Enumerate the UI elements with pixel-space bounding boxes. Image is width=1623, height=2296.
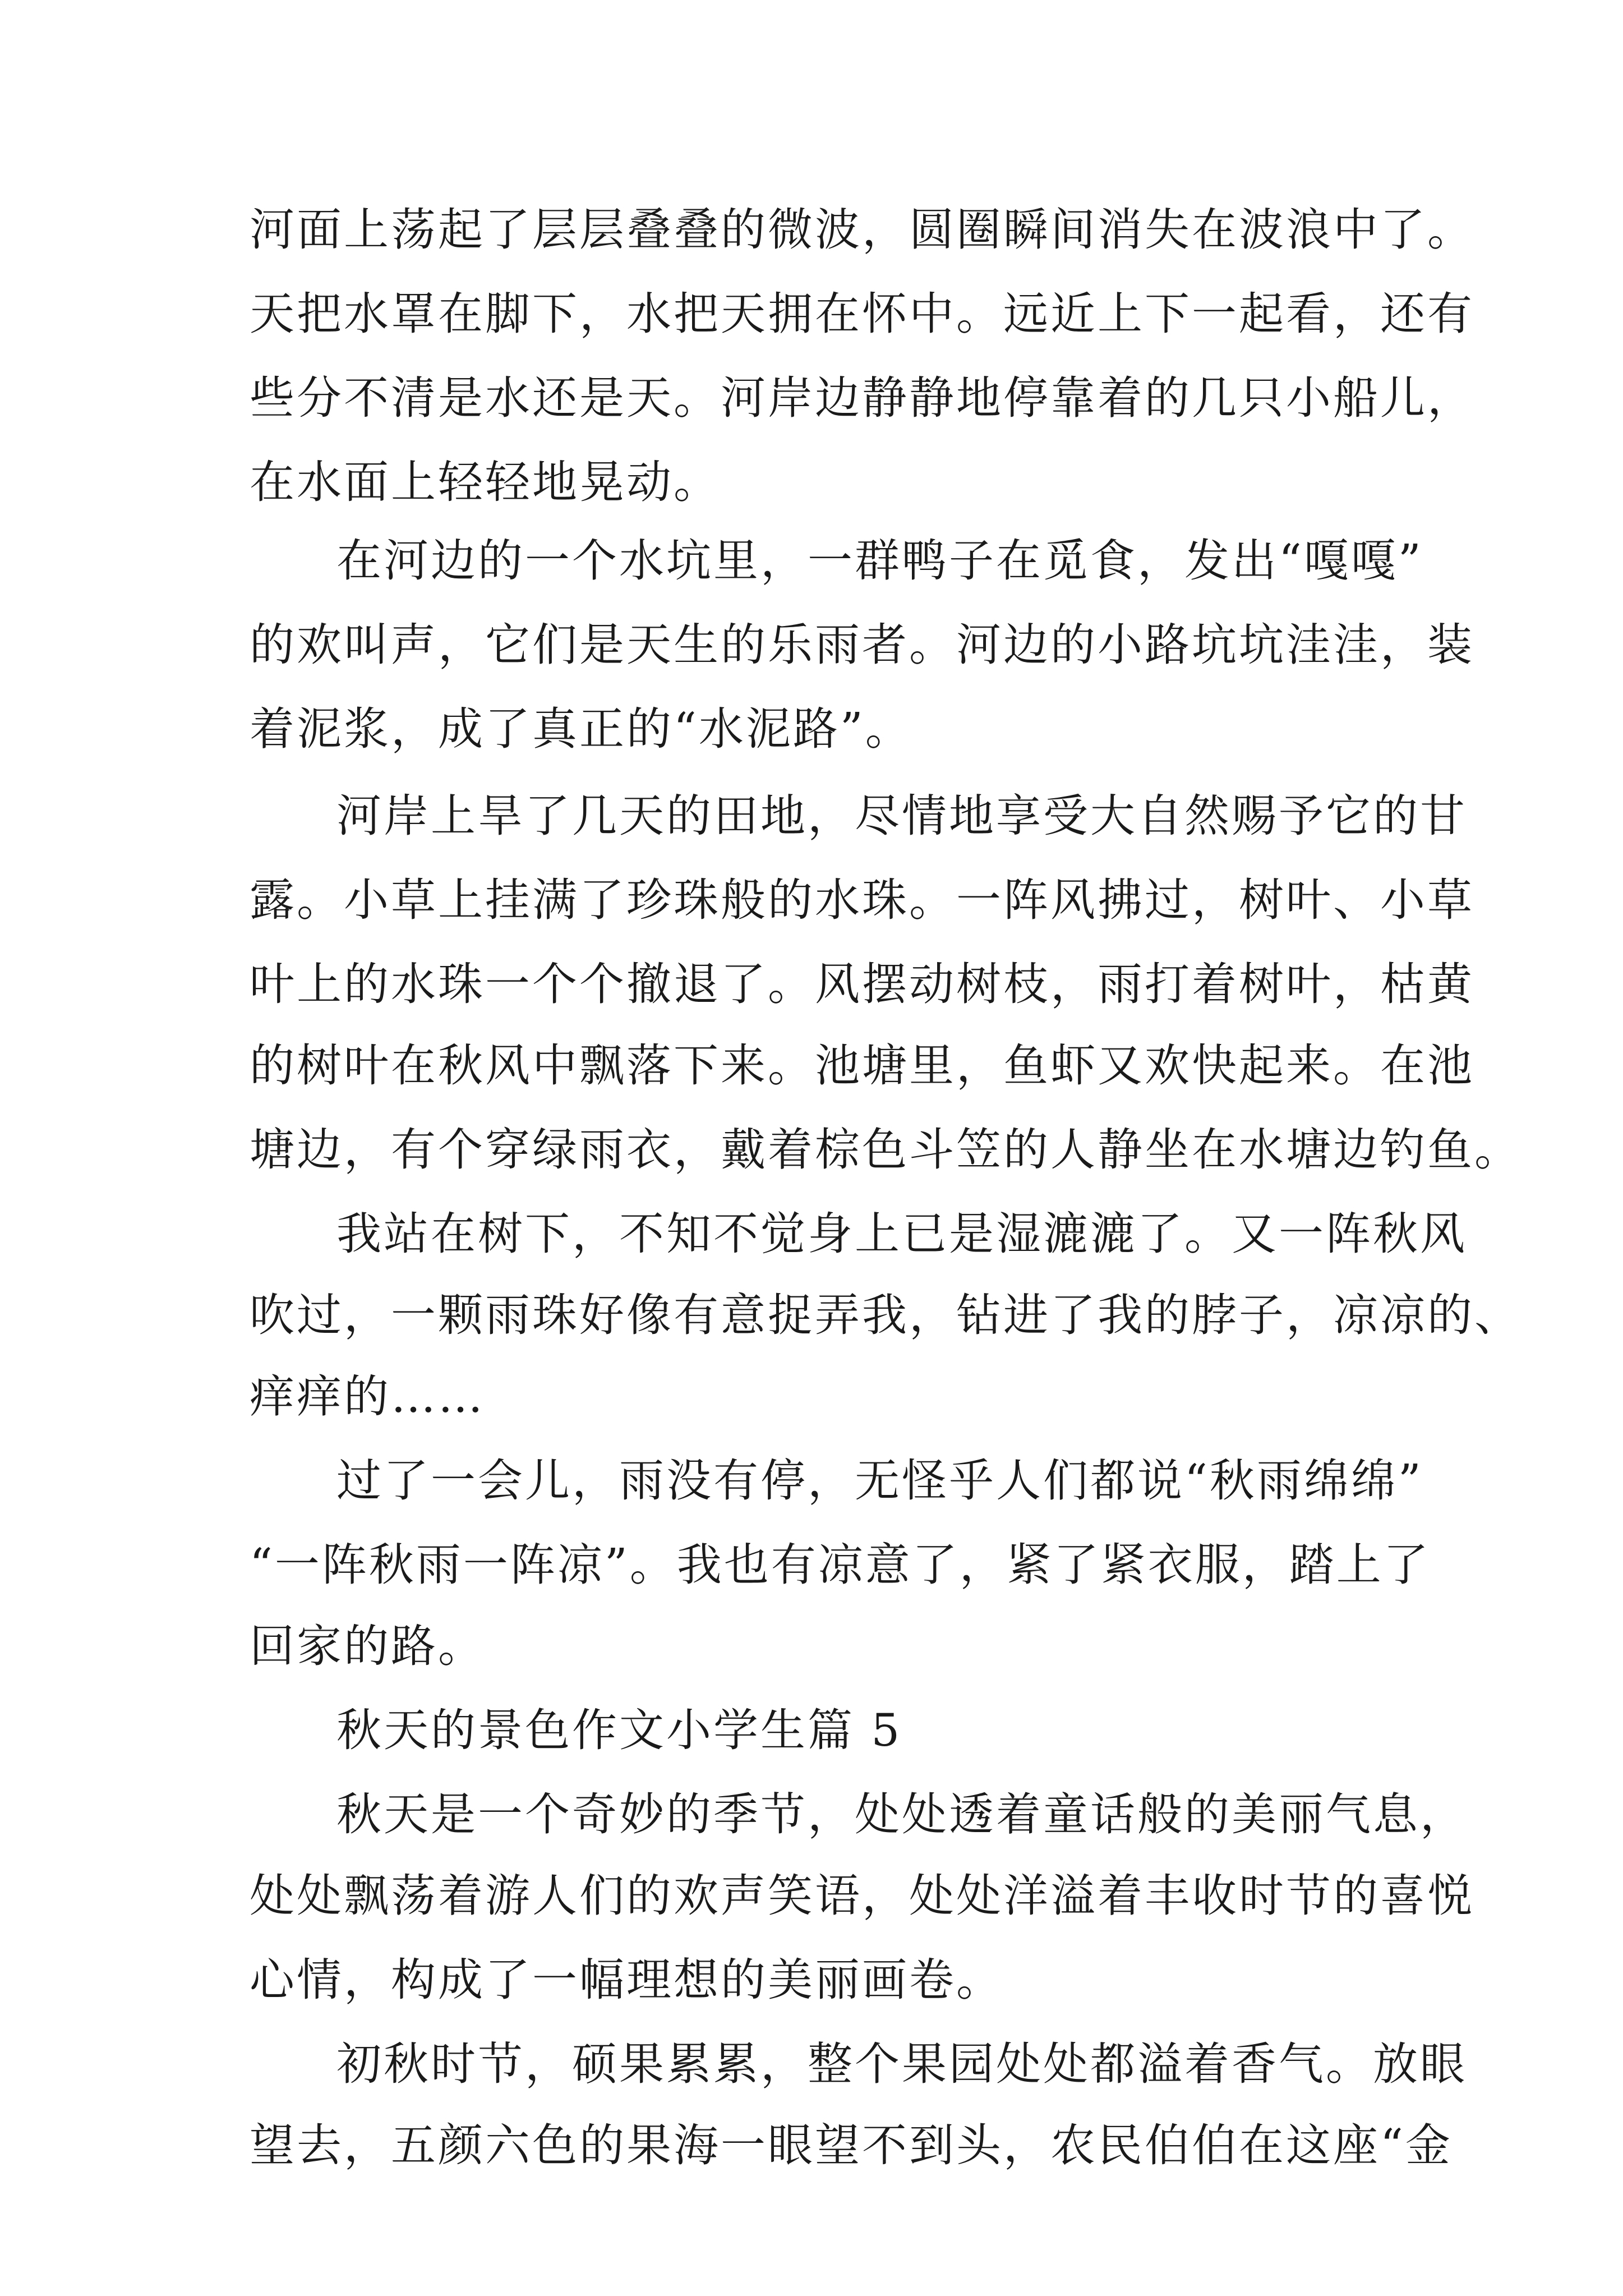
paragraph-first-line: 在河边的一个水坑里，一群鸭子在觅食，发出“嘎嘎” [336,535,1423,587]
text-line: 处处飘荡着游人们的欢声笑语，处处洋溢着丰收时节的喜悦 [250,1870,1474,1922]
section-heading: 秋天的景色作文小学生篇 5 [336,1704,902,1756]
paragraph-first-line: 初秋时节，硕果累累，整个果园处处都溢着香气。放眼 [336,2038,1467,2090]
text-line: 塘边，有个穿绿雨衣，戴着棕色斗笠的人静坐在水塘边钓鱼。 [250,1124,1521,1176]
text-line: 河面上荡起了层层叠叠的微波，圆圈瞬间消失在波浪中了。 [250,204,1474,256]
paragraph-first-line: 河岸上旱了几天的田地，尽情地享受大自然赐予它的甘 [336,790,1467,842]
text-line: 回家的路。 [250,1620,485,1672]
text-line: “一阵秋雨一阵凉”。我也有凉意了，紧了紧衣服，踏上了 [250,1539,1431,1591]
text-line: 的欢叫声，它们是天生的乐雨者。河边的小路坑坑洼洼，装 [250,619,1474,671]
text-line: 望去，五颜六色的果海一眼望不到头，农民伯伯在这座“金 [250,2119,1453,2171]
paragraph-first-line: 秋天是一个奇妙的季节，处处透着童话般的美丽气息， [336,1788,1467,1841]
text-line: 叶上的水珠一个个撤退了。风摆动树枝，雨打着树叶，枯黄 [250,958,1474,1010]
text-line: 的树叶在秋风中飘落下来。池塘里，鱼虾又欢快起来。在池 [250,1039,1474,1092]
text-line: 露。小草上挂满了珍珠般的水珠。一阵风拂过，树叶、小草 [250,874,1474,926]
text-line: 吹过，一颗雨珠好像有意捉弄我，钻进了我的脖子，凉凉的、 [250,1289,1521,1341]
text-line: 天把水罩在脚下，水把天拥在怀中。远近上下一起看，还有 [250,288,1474,340]
paragraph-first-line: 我站在树下，不知不觉身上已是湿漉漉了。又一阵秋风 [336,1208,1467,1260]
text-line: 痒痒的…… [250,1370,485,1423]
text-line: 心情，构成了一幅理想的美丽画卷。 [250,1954,1003,2006]
paragraph-first-line: 过了一会儿，雨没有停，无怪乎人们都说“秋雨绵绵” [336,1455,1423,1507]
text-line: 着泥浆，成了真正的“水泥路”。 [250,703,912,755]
text-line: 些分不清是水还是天。河岸边静静地停靠着的几只小船儿， [250,372,1474,424]
text-line: 在水面上轻轻地晃动。 [250,456,721,508]
